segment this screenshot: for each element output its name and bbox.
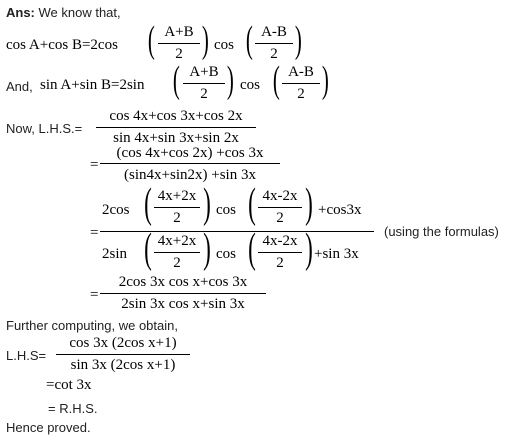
left-paren: ( bbox=[248, 226, 256, 272]
formula2-prefix: And, bbox=[6, 79, 33, 94]
step3-top-b-num: 4x-2x bbox=[262, 188, 298, 204]
formula1-num1: A+B bbox=[164, 24, 194, 40]
formula1-mid: cos bbox=[214, 37, 234, 53]
step3-bottom-a-num: 4x+2x bbox=[157, 233, 197, 249]
formula2-num2: A-B bbox=[288, 64, 314, 80]
right-paren: ) bbox=[321, 59, 329, 101]
step3-bottom-fn1: 2sin bbox=[102, 246, 128, 262]
fraction-bar bbox=[100, 293, 266, 294]
step6-result: =cot 3x bbox=[46, 377, 92, 393]
step3-top-tail: +cos3x bbox=[318, 202, 362, 218]
fraction-bar bbox=[96, 127, 256, 128]
formula2-mid: cos bbox=[240, 77, 260, 93]
step3-top-fn1: 2cos bbox=[102, 202, 130, 218]
step5-denominator: sin 3x (2cos x+1) bbox=[70, 357, 176, 373]
formula1-den1: 2 bbox=[175, 46, 183, 62]
step4-denominator: 2sin 3x cos x+sin 3x bbox=[121, 296, 245, 312]
fraction-bar bbox=[154, 252, 200, 253]
step3-top-a-num: 4x+2x bbox=[157, 188, 197, 204]
left-paren: ( bbox=[147, 19, 155, 61]
fraction-bar bbox=[255, 43, 293, 44]
right-paren: ) bbox=[305, 226, 313, 272]
left-paren: ( bbox=[144, 181, 152, 227]
fraction-bar bbox=[154, 207, 200, 208]
step1-numerator: cos 4x+cos 3x+cos 2x bbox=[109, 108, 243, 124]
formula1-lhs: cos A+cos B=2cos bbox=[6, 37, 118, 53]
ans-label: Ans: bbox=[6, 5, 35, 20]
step3-bottom-a-den: 2 bbox=[173, 255, 181, 271]
conclusion-text: Hence proved. bbox=[6, 420, 91, 435]
formula2-den2: 2 bbox=[297, 86, 305, 102]
right-paren: ) bbox=[203, 181, 211, 227]
left-paren: ( bbox=[272, 59, 280, 101]
step7-rhs: = R.H.S. bbox=[48, 401, 98, 416]
right-paren: ) bbox=[294, 19, 302, 61]
fraction-bar bbox=[258, 252, 302, 253]
fraction-bar bbox=[100, 163, 280, 164]
step3-eq: = bbox=[90, 225, 99, 241]
step3-top-a-den: 2 bbox=[173, 210, 181, 226]
step3-bottom-b-num: 4x-2x bbox=[262, 233, 298, 249]
fraction-bar bbox=[282, 83, 320, 84]
step1-prefix: Now, L.H.S.= bbox=[6, 121, 83, 136]
step2-numerator: (cos 4x+cos 2x) +cos 3x bbox=[116, 145, 264, 161]
left-paren: ( bbox=[144, 226, 152, 272]
step3-top-b-den: 2 bbox=[276, 210, 284, 226]
left-paren: ( bbox=[248, 181, 256, 227]
main-fraction-bar bbox=[100, 231, 374, 232]
step3-bottom-tail: +sin 3x bbox=[314, 246, 359, 262]
right-paren: ) bbox=[203, 226, 211, 272]
right-paren: ) bbox=[226, 59, 234, 101]
fraction-bar bbox=[258, 207, 302, 208]
formula2-num1: A+B bbox=[189, 64, 219, 80]
intro-line bbox=[6, 5, 121, 20]
left-paren: ( bbox=[245, 19, 253, 61]
right-paren: ) bbox=[305, 181, 313, 227]
step2-denominator: (sin4x+sin2x) +sin 3x bbox=[124, 167, 256, 183]
step2-eq: = bbox=[90, 157, 99, 173]
fraction-bar bbox=[183, 83, 225, 84]
intro-text: We know that, bbox=[34, 5, 121, 20]
further-text: Further computing, we obtain, bbox=[6, 318, 178, 333]
formula1-num2: A-B bbox=[261, 24, 287, 40]
formula-note: (using the formulas) bbox=[384, 224, 499, 239]
step3-top-fn2: cos bbox=[216, 202, 236, 218]
step3-bottom-b-den: 2 bbox=[276, 255, 284, 271]
fraction-bar bbox=[56, 354, 190, 355]
step5-numerator: cos 3x (2cos x+1) bbox=[69, 335, 177, 351]
step5-prefix: L.H.S= bbox=[6, 348, 47, 363]
step4-eq: = bbox=[90, 287, 99, 303]
step4-numerator: 2cos 3x cos x+cos 3x bbox=[118, 274, 248, 290]
step1-denominator: sin 4x+sin 3x+sin 2x bbox=[113, 130, 239, 146]
fraction-bar bbox=[158, 43, 200, 44]
formula2-den1: 2 bbox=[200, 86, 208, 102]
step3-bottom-fn2: cos bbox=[216, 246, 236, 262]
formula2-lhs: sin A+sin B=2sin bbox=[40, 77, 145, 93]
right-paren: ) bbox=[201, 19, 209, 61]
left-paren: ( bbox=[172, 59, 180, 101]
formula1-den2: 2 bbox=[270, 46, 278, 62]
